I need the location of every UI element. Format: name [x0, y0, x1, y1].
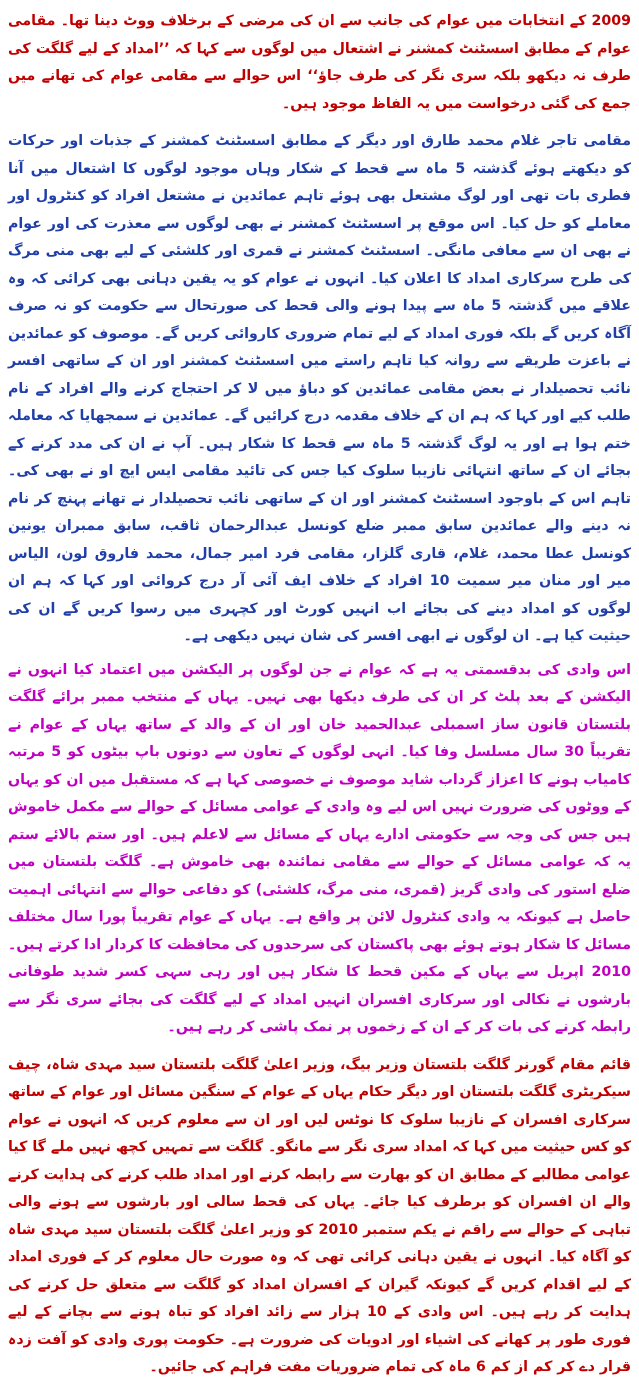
paragraph-valley-misfortune: اس وادی کی بدقسمتی یہ ہے کہ عوام نے جن لوگوں پر الیکشن میں اعتماد کیا انہوں نے الیکشن کے بعد پلٹ کر ان کی طرف دیکھا بھی نہیں۔ یہاں کے منتخب ممبر برائے گلگت بلتستان قانون ساز اسمبلی عبدالحمید خان اور ان کے والد کے ساتھ یہاں کے عوام نے تقریباً 30 سال مسلسل وفا کیا۔ انہی لوگوں کے تعاون سے دونوں باپ بیٹوں کو 5 مرتبہ کامیاب ہونے کا اعزاز گرداب شاید موصوف نے خصوصی کہا ہے کہ مستقبل میں ان کو یہاں کے ووٹوں کی ضرورت نہیں اس لیے وہ وادی کے عوامی مسائل کے حوالے سے مکمل خاموش ہیں جس کی وجہ سے حکومتی ادارے یہاں کے مسائل سے لاعلم ہیں۔ اور ستم بالائے ستم یہ کہ عوامی مسائل کے حوالے سے مقامی نمائندہ بھی خاموش ہے۔ گلگت بلتستان میں ضلع استور کی وادی گریز (قمری، منی مرگ، کلشئی) کو دفاعی حوالے سے انتہائی اہمیت حاصل ہے کیونکہ یہ وادی کنٹرول لائن پر واقع ہے۔ یہاں کے عوام تقریباً پورا سال مختلف مسائل کا شکار ہوتے ہوئے بھی پاکستان کی سرحدوں کی محافظت کا کردار ادا کرتے ہیں۔ 2010 اپریل سے یہاں کے مکین قحط کا شکار ہیں اور رہی سہی کسر شدید طوفانی بارشوں نے نکالی اور سرکاری افسران انہیں امداد کے لیے گلگت کی بجائے سری نگر سے رابطہ کرنے کی بات کر کے ان کے زخموں پر نمک پاشی کر رہے ہیں۔	[8, 661, 631, 1035]
paragraph-trader-account: مقامی تاجر غلام محمد طارق اور دیگر کے مطابق اسسٹنٹ کمشنر کے جذبات اور حرکات کو دیکھتے ہوئے گذشتہ 5 ماہ سے قحط کے شکار وہاں موجود لوگوں کا اشتعال میں آنا فطری بات تھی اور لوگ مشتعل بھی ہوئے تاہم عمائدین نے مشتعل افراد کو کنٹرول اور معاملے کو حل کیا۔ اس موقع پر اسسٹنٹ کمشنر نے بھی لوگوں سے معذرت کی اور عوام نے بھی ان سے معافی مانگی۔ اسسٹنٹ کمشنر نے قمری اور کلشئی کے لیے بھی منی مرگ کی طرح سرکاری امداد کا اعلان کیا۔ انہوں نے عوام کو یہ یقین دہانی بھی کرائی کہ وہ علاقے میں گذشتہ 5 ماہ سے پیدا ہونے والی قحط کی صورتحال سے حکومت کو نہ صرف آگاہ کریں گے بلکہ فوری امداد کے لیے تمام ضروری کاروائی کریں گے۔ موصوف کو عمائدین نے باعزت طریقے سے روانہ کیا تاہم راستے میں اسسٹنٹ کمشنر اور ان کے ساتھی افسر نائب تحصیلدار نے بعض مقامی عمائدین کو دباؤ میں لا کر احتجاج کرنے والے افراد کے نام طلب کیے اور کہا کہ ہم ان کے خلاف مقدمہ درج کرائیں گے۔ عمائدین نے سمجھایا کہ معاملہ ختم ہوا ہے اور یہ لوگ گذشتہ 5 ماہ سے قحط کا شکار ہیں۔ آپ نے ان کی مدد کرنے کے بجائے ان کے ساتھ انتہائی نازیبا سلوک کیا جس کی تائید مقامی ایس ایچ او نے بھی کی۔ تاہم اس کے باوجود اسسٹنٹ کمشنر اور ان کے ساتھی نائب تحصیلدار نے تھانے پہنچ کر نام نہ دینے والے عمائدین سابق ممبر ضلع کونسل عبدالرحمان ثاقب، سابق ممبران یونین کونسل عطا محمد، غلام، قاری گلزار، مقامی فرد امیر جمال، محمد فاروق لون، الیاس میر اور منان میر سمیت 10 افراد کے خلاف ایف آئی آر درج کروائی اور کہا کہ ہم ان لوگوں کو امداد دینے کی بجائے اب انہیں کورٹ اور کچہری میں رسوا کریں گے ان کی حیثیت کیا ہے۔ ان لوگوں نے ابھی افسر کی شان نہیں دیکھی ہے۔	[8, 133, 632, 644]
paragraph-intro: 2009 کے انتخابات میں عوام کی جانب سے ان کی مرضی کے برخلاف ووٹ دینا تھا۔ مقامی عوام کے مطابق اسسٹنٹ کمشنر نے اشتعال میں لوگوں سے کہا کہ ’’امداد کے لیے گلگت کی طرف نہ دیکھو بلکہ سری نگر کی طرف جاؤ‘‘ اس حوالے سے مقامی عوام کی تھانے میں جمع کی گئی درخواست میں یہ الفاظ موجود ہیں۔	[8, 13, 631, 112]
article-page	[8, 8, 632, 1375]
paragraph-appeal-to-officials: قائم مقام گورنر گلگت بلتستان وزیر بیگ، وزیر اعلیٰ گلگت بلتستان سید مہدی شاہ، چیف سیکریٹری گلگت بلتستان اور دیگر حکام یہاں کے عوام کے سنگین مسائل اور عوام کے ساتھ سرکاری افسران کے نازیبا سلوک کا نوٹس لیں اور ان سے معلوم کریں کہ انہوں نے عوام کو کس حیثیت میں کہا کہ امداد سری نگر سے مانگو۔ گلگت سے تمہیں کچھ نہیں ملے گا کیا عوامی مطالبے کے مطابق ان کو بھارت سے رابطہ کرنے اور امداد طلب کرنے کی ہدایت کرنے والے ان افسران کو برطرف کیا جائے۔ یہاں کی قحط سالی اور بارشوں سے ہونے والی تباہی کے حوالے سے راقم نے یکم ستمبر 2010 کو وزیر اعلیٰ گلگت بلتستان سید مہدی شاہ کو آگاہ کیا۔ انہوں نے یقین دہانی کرائی تھی کہ وہ صورت حال معلوم کر کے فوری امداد کے لیے اقدام کریں گے کیونکہ گیران کے افسران امداد کو گلگت سے متعلق حل کرنے کی ہدایت کر رہے ہیں۔ اس وادی کے 10 ہزار سے زائد افراد کو تباہ ہونے سے بچانے کے لیے فوری طور پر کھانے کی اشیاء اور ادویات کی ضرورت ہے۔ حکومت پوری وادی کو آفت زدہ قرار دے کر کم از کم 6 ماہ کی تمام ضروریات مفت فراہم کی جائیں۔	[8, 1056, 631, 1375]
